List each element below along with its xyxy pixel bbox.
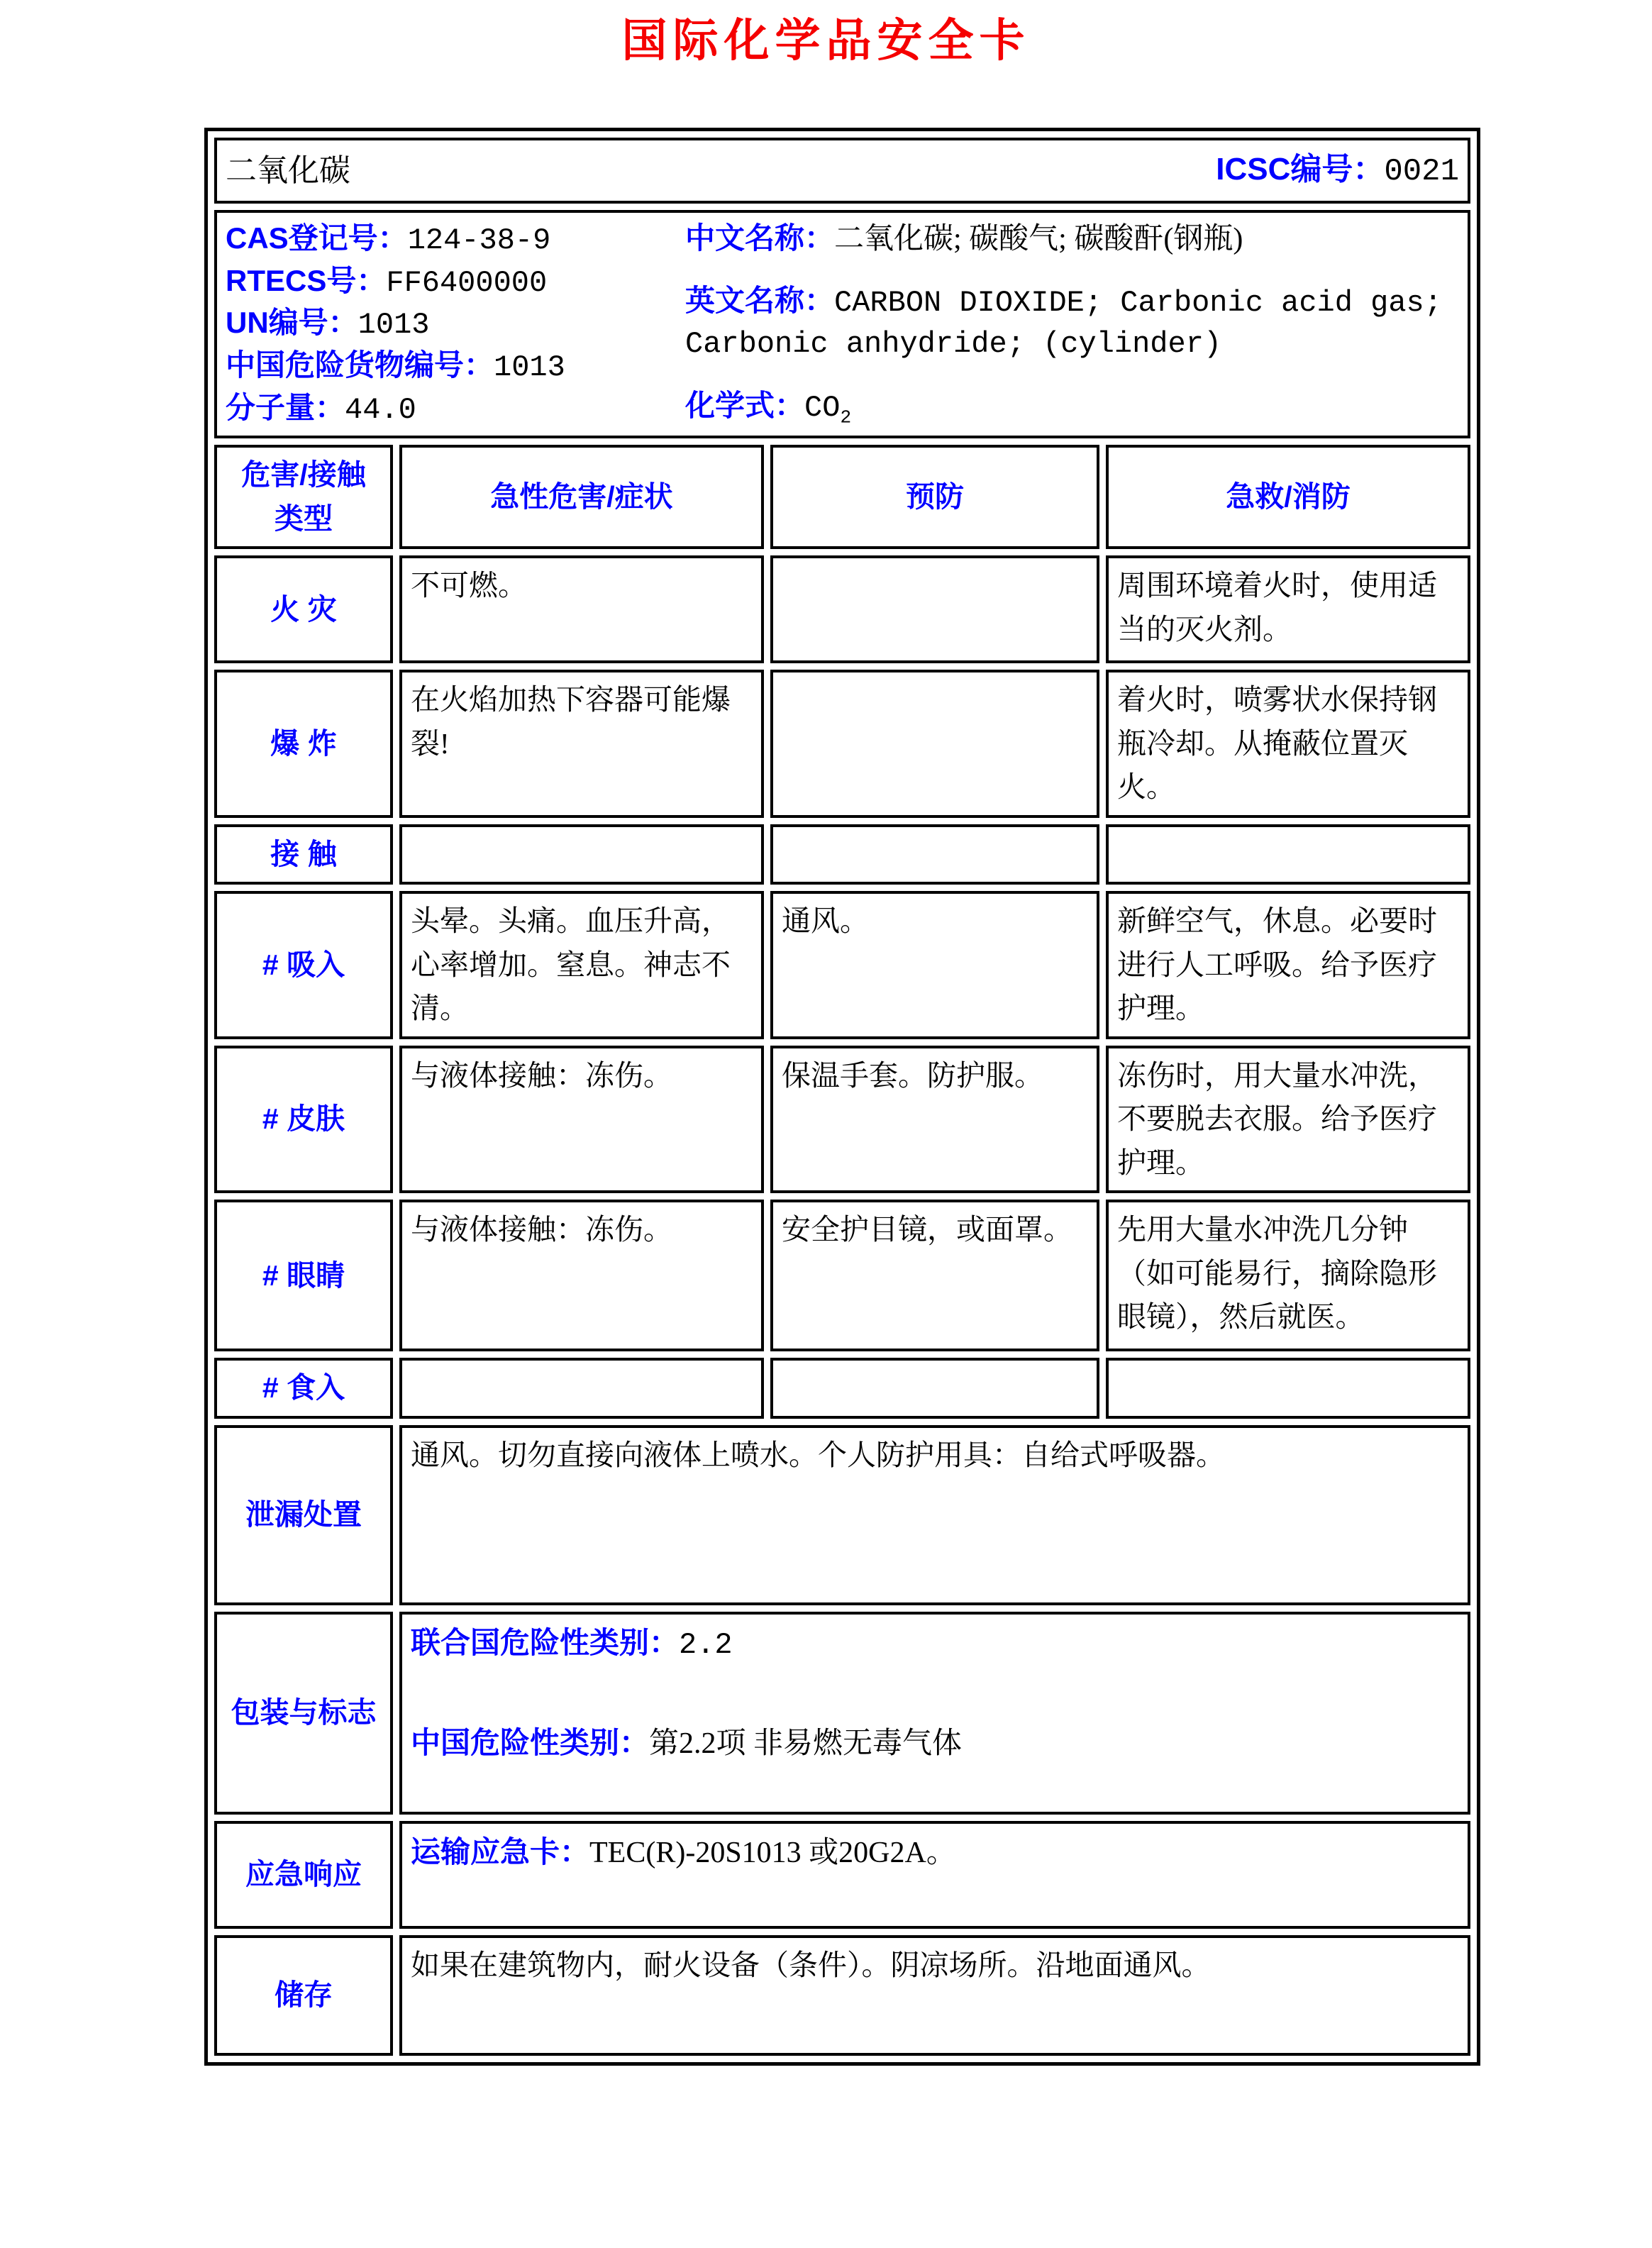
header-hazard-type: 危害/接触 类型 — [214, 445, 393, 549]
page-title: 国际化学品安全卡 — [621, 15, 1031, 66]
un-hazard-class-value: 2.2 — [679, 1627, 733, 1662]
packaging-content — [399, 1612, 1470, 1815]
cn-hazard-class-label: 中国危险性类别： — [411, 1725, 650, 1759]
cn-hazard-class-value: 第2.2项 非易燃无毒气体 — [649, 1727, 963, 1760]
contact-symptoms — [399, 824, 764, 885]
cas-value: 124-38-9 — [407, 223, 551, 258]
emergency-response-row — [214, 1821, 1470, 1929]
rtecs-line — [226, 261, 685, 304]
cn-hazard-class-line — [411, 1720, 1459, 1766]
icsc-number-group — [1216, 146, 1459, 195]
row-label-inhalation: # 吸入 — [214, 891, 393, 1039]
emergency-content — [399, 1821, 1470, 1929]
skin-row — [214, 1046, 1470, 1194]
ingestion-prevention — [770, 1358, 1099, 1419]
eyes-prevention: 安全护目镜，或面罩。 — [770, 1200, 1099, 1351]
ingestion-row — [214, 1358, 1470, 1419]
inhalation-prevention: 通风。 — [770, 891, 1099, 1039]
row-label-explosion: 爆 炸 — [214, 670, 393, 818]
icsc-label: ICSC编号： — [1216, 152, 1385, 187]
row-label-fire: 火 灾 — [214, 555, 393, 663]
inhalation-firstaid: 新鲜空气，休息。必要时进行人工呼吸。给予医疗护理。 — [1106, 891, 1470, 1039]
transport-emergency-card-label: 运输应急卡： — [411, 1834, 590, 1868]
rtecs-value: FF6400000 — [386, 265, 548, 300]
mw-value: 44.0 — [345, 392, 416, 427]
ingestion-firstaid — [1106, 1358, 1470, 1419]
formula-subscript: 2 — [840, 406, 852, 428]
fire-prevention — [770, 555, 1099, 663]
row-label-emergency: 应急响应 — [214, 1821, 393, 1929]
molecular-weight-line — [226, 388, 685, 431]
formula-line — [685, 386, 1459, 431]
transport-emergency-card-line — [411, 1829, 1459, 1876]
cn-name-label: 中文名称： — [685, 221, 835, 255]
explosion-firstaid: 着火时，喷雾状水保持钢瓶冷却。从掩蔽位置灭火。 — [1106, 670, 1470, 818]
skin-symptoms: 与液体接触：冻伤。 — [399, 1046, 764, 1194]
contact-row — [214, 824, 1470, 885]
rtecs-label: RTECS号： — [226, 263, 387, 297]
identifiers-left-column — [226, 218, 685, 430]
en-name-label: 英文名称： — [685, 283, 835, 317]
row-label-contact: 接 触 — [214, 824, 393, 885]
row-label-eyes: # 眼睛 — [214, 1200, 393, 1351]
cas-label: CAS登记号： — [226, 221, 408, 255]
header-prevention: 预防 — [770, 445, 1099, 549]
cn-dg-value: 1013 — [494, 350, 565, 385]
storage-content: 如果在建筑物内，耐火设备（条件）。阴凉场所。沿地面通风。 — [399, 1935, 1470, 2056]
un-label: UN编号： — [226, 306, 358, 340]
un-hazard-class-label: 联合国危险性类别： — [411, 1625, 680, 1659]
transport-emergency-card-value: TEC(R)-20S1013 或20G2A。 — [589, 1836, 956, 1869]
contact-prevention — [770, 824, 1099, 885]
row-label-ingestion: # 食入 — [214, 1358, 393, 1419]
eyes-symptoms: 与液体接触：冻伤。 — [399, 1200, 764, 1351]
identifiers-cell — [214, 210, 1470, 438]
icsc-card-table — [204, 128, 1480, 2066]
header-acute-symptoms: 急性危害/症状 — [399, 445, 764, 549]
hazard-header-row — [214, 445, 1470, 549]
row-label-storage: 储存 — [214, 1935, 393, 2056]
name-row — [214, 138, 1470, 204]
formula-label: 化学式： — [685, 388, 805, 422]
name-cell — [214, 138, 1470, 204]
skin-prevention: 保温手套。防护服。 — [770, 1046, 1099, 1194]
spill-row — [214, 1425, 1470, 1605]
cn-name-value: 二氧化碳; 碳酸气; 碳酸酐(钢瓶) — [834, 223, 1243, 255]
row-label-skin: # 皮肤 — [214, 1046, 393, 1194]
identifiers-right-column — [685, 218, 1459, 430]
ingestion-symptoms — [399, 1358, 764, 1419]
cn-dg-label: 中国危险货物编号： — [226, 348, 494, 382]
skin-firstaid: 冻伤时，用大量水冲洗，不要脱去衣服。给予医疗护理。 — [1106, 1046, 1470, 1194]
inhalation-symptoms: 头晕。头痛。血压升高，心率增加。窒息。神志不清。 — [399, 891, 764, 1039]
inhalation-row — [214, 891, 1470, 1039]
fire-row — [214, 555, 1470, 663]
fire-symptoms: 不可燃。 — [399, 555, 764, 663]
explosion-prevention — [770, 670, 1099, 818]
identifiers-row — [214, 210, 1470, 438]
packaging-row — [214, 1612, 1470, 1815]
english-name-line — [685, 281, 1459, 365]
en-name-value: CARBON DIOXIDE; Carbonic acid gas; Carbonic anhydride; (cylinder) — [685, 285, 1442, 362]
un-hazard-class-line — [411, 1620, 1459, 1668]
header-firstaid-firefighting: 急救/消防 — [1106, 445, 1470, 549]
formula-value: $CO_2$ — [804, 390, 852, 428]
storage-row — [214, 1935, 1470, 2056]
un-number-line — [226, 303, 685, 345]
cas-number-line — [226, 218, 685, 261]
substance-name: 二氧化碳 — [226, 153, 350, 188]
fire-firstaid: 周围环境着火时，使用适当的灭火剂。 — [1106, 555, 1470, 663]
un-value: 1013 — [357, 308, 430, 343]
explosion-row — [214, 670, 1470, 818]
cn-dg-number-line — [226, 345, 685, 388]
eyes-row — [214, 1200, 1470, 1351]
mw-label: 分子量： — [226, 390, 345, 424]
row-label-spill: 泄漏处置 — [214, 1425, 393, 1605]
chinese-name-line — [685, 218, 1459, 260]
icsc-number: 0021 — [1384, 154, 1459, 189]
row-label-packaging: 包装与标志 — [214, 1612, 393, 1815]
spill-content: 通风。切勿直接向液体上喷水。个人防护用具：自给式呼吸器。 — [399, 1425, 1470, 1605]
explosion-symptoms: 在火焰加热下容器可能爆裂! — [399, 670, 764, 818]
contact-firstaid — [1106, 824, 1470, 885]
eyes-firstaid: 先用大量水冲洗几分钟（如可能易行，摘除隐形眼镜），然后就医。 — [1106, 1200, 1470, 1351]
